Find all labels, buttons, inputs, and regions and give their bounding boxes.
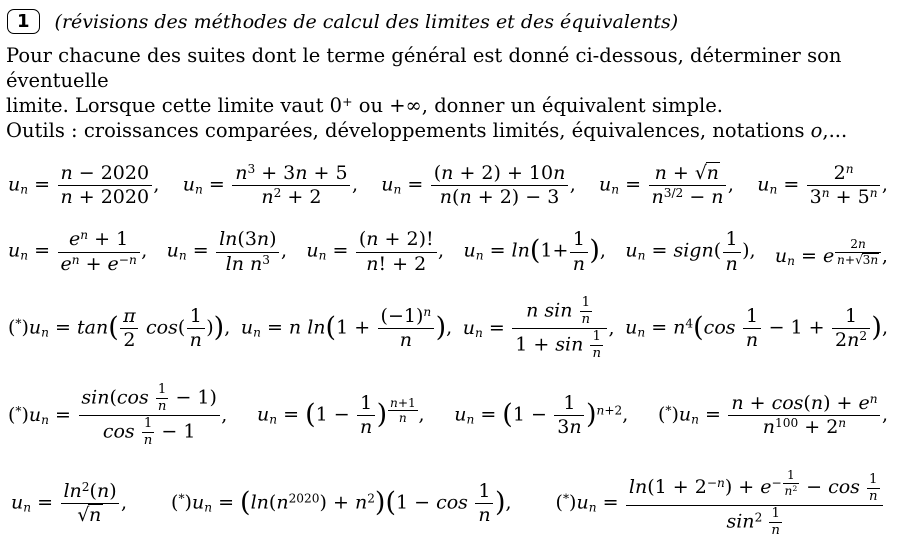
formula: $(^*)u_n = \tan$( $\frac{\pi}{2}$ cos( $\frac{1}{n}$ )), <box>8 304 231 352</box>
formula: $u_n$ = n sin $\frac{1}{n}$ 1 + sin $\frac{1}{n}$ , <box>462 294 615 362</box>
formula: $(^*)u_n = (\ln(n^{2020}) + n^2)(1 - \cos$ $\frac{1}{n}$ ), <box>171 480 512 527</box>
formula: $u_n = e$ $^{\frac{2n}{n+√3n}}$ , <box>774 236 888 268</box>
formula: $u_n = \ln(1+$ $\frac{1}{n}$ ), <box>463 228 606 275</box>
formula: $(^*)u_n$ = $\frac{n + \cos(n) + e^n}{n^{100} + 2^n}$ , <box>657 391 888 438</box>
formula: $(^*)u_n$ = sin(cos $\frac{1}{n}$ − 1) cos $\frac{1}{n}$ − 1 , <box>8 381 228 449</box>
instruction-line: Pour chacune des suites dont le terme général est donné ci-dessous, déterminer son éventuelle <box>6 44 842 92</box>
formula-row <box>6 382 890 450</box>
formula-row <box>6 468 890 539</box>
formula-area <box>6 162 890 540</box>
formula-row <box>6 295 890 363</box>
instructions <box>6 43 890 143</box>
instruction-line: Outils : croissances comparées, développements limités, équivalences, notations o,... <box>6 119 848 142</box>
formula: $u_n$ = sign( $\frac{1}{n}$ ), <box>625 228 756 275</box>
formula: $(^*)u_n$ = $\ln(1 + 2^{-n}) + e^{- \frac{1}{n^2}}$ − cos $\frac{1}{n}$ $\sin^2$ $\frac{1}{n}$ <box>556 468 885 539</box>
formula: $u_n$ = $\frac{(n + 2)!}{n! + 2}$ , <box>306 228 445 275</box>
formula: $u_n$ = $\frac{n^3 + 3n + 5}{n^2 + 2}$ , <box>182 161 359 209</box>
formula: $u_n$ = $\frac{\ln(3n)}{\ln n^3}$ , <box>166 228 287 275</box>
formula: $u_n$ = $\frac{e^n + 1}{e^n + e^{-n}}$ , <box>8 228 148 275</box>
formula: $u_n = n^4(\cos$ $\frac{1}{n}$ − 1 + $\frac{1}{2n^2}$ ), <box>625 304 888 352</box>
formula: $u_n$ = $\frac{2^n}{3^n + 5^n}$ , <box>757 161 888 209</box>
formula: $u_n = (1$ − $\frac{1}{3n}$ )$^{n+2}$, <box>454 391 629 438</box>
formula: $u_n = (1$ − $\frac{1}{n}$ ) $^{\frac{n+1}{n}}$ , <box>256 391 425 438</box>
formula: $u_n$ = $\frac{\ln^2(n)}{√n}$ , <box>11 480 128 527</box>
formula-row <box>6 228 890 275</box>
instruction-line: limite. Lorsque cette limite vaut 0+ ou +∞, donner un équivalent simple. <box>6 93 723 117</box>
formula: $u_n = n$ ln(1 + $\frac{(-1)^n}{n}$ ), <box>240 304 453 352</box>
exercise-header <box>7 9 890 34</box>
exercise-title: (révisions des méthodes de calcul des limites et des équivalents) <box>54 10 679 33</box>
formula: $u_n$ = $\frac{(n + 2) + 10n}{n(n + 2) - 3}$ , <box>381 162 576 209</box>
formula: $u_n$ = $\frac{n - 2020}{n + 2020}$ , <box>8 162 160 209</box>
exercise-number-badge: 1 <box>7 9 40 34</box>
formula-row <box>6 162 890 209</box>
formula: $u_n$ = $\frac{n + √n}{n^{3/2} - n}$ , <box>599 162 734 209</box>
